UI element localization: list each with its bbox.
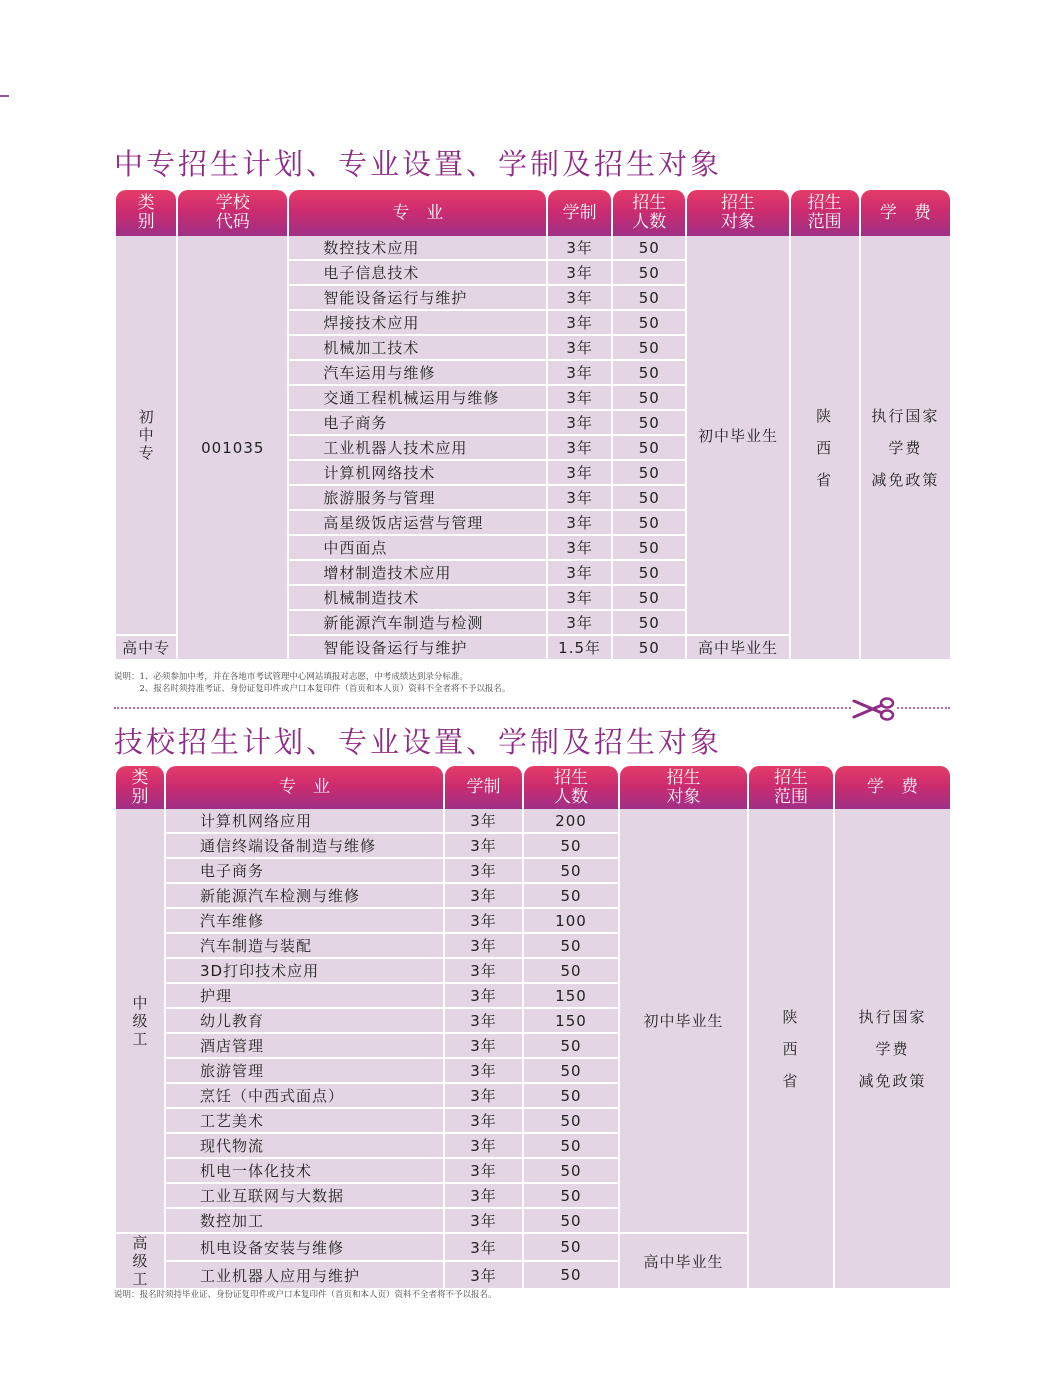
tuition-cell: 执行国家 学费 减免政策: [861, 236, 950, 661]
major-cell: 汽车运用与维修: [289, 361, 546, 386]
scissors-icon: [852, 696, 896, 722]
header-quota: 招生 人数: [613, 190, 685, 236]
duration-cell: 3年: [548, 386, 611, 411]
header-range: 招生 范围: [791, 190, 859, 236]
quota-cell: 50: [613, 311, 685, 336]
header-target: 招生 对象: [687, 190, 788, 236]
quota-cell: 50: [613, 411, 685, 436]
table-row: [116, 809, 950, 834]
major-cell: 电子商务: [289, 411, 546, 436]
major-cell: 旅游管理: [166, 1059, 443, 1084]
target-cell: 初中毕业生: [620, 809, 747, 1234]
quota-cell: 50: [524, 1159, 618, 1184]
duration-cell: 3年: [548, 261, 611, 286]
duration-cell: 3年: [548, 361, 611, 386]
major-cell: 电子商务: [166, 859, 443, 884]
range-cell: 陕 西 省: [791, 236, 859, 661]
major-cell: 3D打印技术应用: [166, 959, 443, 984]
section1-note: 说明：1、必须参加中考，并在各地市考试管理中心网站填报对志愿，中考成绩达到录分标准。 2、报名时须持准考证、身份证复印件或户口本复印件（首页和本人页）资料不全者将不予以报名。: [114, 672, 511, 694]
quota-cell: 50: [524, 1234, 618, 1262]
category-cell: 高 级 工: [116, 1234, 164, 1290]
major-cell: 电子信息技术: [289, 261, 546, 286]
duration-cell: 3年: [548, 561, 611, 586]
quota-cell: 50: [524, 1084, 618, 1109]
major-cell: 智能设备运行与维护: [289, 286, 546, 311]
header-major: 专 业: [289, 190, 546, 236]
quota-cell: 50: [524, 1209, 618, 1234]
quota-cell: 50: [524, 1184, 618, 1209]
header-quota: 招生 人数: [524, 766, 618, 809]
duration-cell: 3年: [445, 1262, 522, 1290]
major-cell: 机械制造技术: [289, 586, 546, 611]
quota-cell: 50: [613, 486, 685, 511]
major-cell: 数控加工: [166, 1209, 443, 1234]
target-cell: 高中毕业生: [687, 636, 788, 661]
major-cell: 工业机器人应用与维护: [166, 1262, 443, 1290]
duration-cell: 3年: [548, 511, 611, 536]
duration-cell: 3年: [445, 1059, 522, 1084]
duration-cell: 3年: [548, 311, 611, 336]
dotted-divider: [114, 707, 950, 709]
duration-cell: 3年: [445, 1034, 522, 1059]
duration-cell: 3年: [445, 1009, 522, 1034]
major-cell: 计算机网络技术: [289, 461, 546, 486]
major-cell: 汽车制造与装配: [166, 934, 443, 959]
quota-cell: 150: [524, 1009, 618, 1034]
quota-cell: 50: [524, 859, 618, 884]
major-cell: 机电一体化技术: [166, 1159, 443, 1184]
target-cell: 高中毕业生: [620, 1234, 747, 1290]
duration-cell: 3年: [548, 536, 611, 561]
quota-cell: 50: [613, 511, 685, 536]
range-cell: 陕 西 省: [749, 809, 833, 1290]
major-cell: 幼儿教育: [166, 1009, 443, 1034]
duration-cell: 3年: [548, 336, 611, 361]
quota-cell: 200: [524, 809, 618, 834]
header-range: 招生 范围: [749, 766, 833, 809]
duration-cell: 3年: [445, 1109, 522, 1134]
duration-cell: 3年: [445, 1134, 522, 1159]
quota-cell: 50: [613, 361, 685, 386]
category-cell: 中 级 工: [116, 809, 164, 1234]
quota-cell: 50: [524, 1262, 618, 1290]
section1-title: 中专招生计划、专业设置、学制及招生对象: [114, 147, 723, 181]
section2-title: 技校招生计划、专业设置、学制及招生对象: [114, 725, 723, 759]
duration-cell: 3年: [445, 984, 522, 1009]
quota-cell: 50: [613, 386, 685, 411]
major-cell: 旅游服务与管理: [289, 486, 546, 511]
category-cell: 初 中 专: [116, 236, 176, 636]
duration-cell: 3年: [548, 286, 611, 311]
quota-cell: 50: [613, 611, 685, 636]
duration-cell: 3年: [445, 1209, 522, 1234]
quota-cell: 50: [613, 461, 685, 486]
quota-cell: 50: [613, 536, 685, 561]
duration-cell: 3年: [445, 1234, 522, 1262]
header-school-code: 学校 代码: [178, 190, 287, 236]
major-cell: 新能源汽车制造与检测: [289, 611, 546, 636]
quota-cell: 50: [524, 884, 618, 909]
duration-cell: 1.5年: [548, 636, 611, 661]
major-cell: 工艺美术: [166, 1109, 443, 1134]
quota-cell: 50: [613, 636, 685, 661]
duration-cell: 3年: [445, 909, 522, 934]
header-tuition: 学 费: [835, 766, 950, 809]
quota-cell: 50: [524, 834, 618, 859]
major-cell: 酒店管理: [166, 1034, 443, 1059]
quota-cell: 50: [613, 436, 685, 461]
major-cell: 工业互联网与大数据: [166, 1184, 443, 1209]
duration-cell: 3年: [445, 1084, 522, 1109]
major-cell: 智能设备运行与维护: [289, 636, 546, 661]
duration-cell: 3年: [548, 436, 611, 461]
major-cell: 焊接技术应用: [289, 311, 546, 336]
quota-cell: 50: [524, 934, 618, 959]
major-cell: 增材制造技术应用: [289, 561, 546, 586]
duration-cell: 3年: [445, 834, 522, 859]
duration-cell: 3年: [445, 1184, 522, 1209]
quota-cell: 50: [524, 1034, 618, 1059]
quota-cell: 50: [613, 286, 685, 311]
major-cell: 中西面点: [289, 536, 546, 561]
duration-cell: 3年: [548, 411, 611, 436]
major-cell: 数控技术应用: [289, 236, 546, 261]
major-cell: 机械加工技术: [289, 336, 546, 361]
school-code-cell: 001035: [178, 236, 287, 661]
quota-cell: 50: [524, 1059, 618, 1084]
quota-cell: 50: [613, 586, 685, 611]
header-target: 招生 对象: [620, 766, 747, 809]
duration-cell: 3年: [445, 959, 522, 984]
quota-cell: 150: [524, 984, 618, 1009]
major-cell: 交通工程机械运用与维修: [289, 386, 546, 411]
target-cell: 初中毕业生: [687, 236, 788, 636]
header-tuition: 学 费: [861, 190, 950, 236]
quota-cell: 50: [524, 959, 618, 984]
major-cell: 汽车维修: [166, 909, 443, 934]
tuition-cell: 执行国家 学费 减免政策: [835, 809, 950, 1290]
duration-cell: 3年: [548, 486, 611, 511]
zhongzhuan-table: [114, 190, 952, 661]
quota-cell: 50: [613, 561, 685, 586]
header-duration: 学制: [548, 190, 611, 236]
quota-cell: 50: [524, 1109, 618, 1134]
table-row: [116, 236, 950, 261]
header-category: 类 别: [116, 190, 176, 236]
duration-cell: 3年: [445, 934, 522, 959]
duration-cell: 3年: [445, 884, 522, 909]
duration-cell: 3年: [548, 236, 611, 261]
category-cell: 高中专: [116, 636, 176, 661]
duration-cell: 3年: [548, 586, 611, 611]
jixiao-table: [114, 766, 952, 1290]
major-cell: 通信终端设备制造与维修: [166, 834, 443, 859]
quota-cell: 100: [524, 909, 618, 934]
major-cell: 机电设备安装与维修: [166, 1234, 443, 1262]
quota-cell: 50: [524, 1134, 618, 1159]
major-cell: 现代物流: [166, 1134, 443, 1159]
quota-cell: 50: [613, 336, 685, 361]
major-cell: 护理: [166, 984, 443, 1009]
quota-cell: 50: [613, 236, 685, 261]
duration-cell: 3年: [445, 809, 522, 834]
corner-crop-mark: [0, 95, 9, 97]
quota-cell: 50: [613, 261, 685, 286]
major-cell: 工业机器人技术应用: [289, 436, 546, 461]
major-cell: 烹饪（中西式面点）: [166, 1084, 443, 1109]
header-major: 专 业: [166, 766, 443, 809]
major-cell: 计算机网络应用: [166, 809, 443, 834]
major-cell: 高星级饭店运营与管理: [289, 511, 546, 536]
major-cell: 新能源汽车检测与维修: [166, 884, 443, 909]
header-duration: 学制: [445, 766, 522, 809]
header-category: 类 别: [116, 766, 164, 809]
section2-note: 说明：报名时须持毕业证、身份证复印件或户口本复印件（首页和本人页）资料不全者将不予以报名。: [114, 1290, 497, 1300]
duration-cell: 3年: [445, 859, 522, 884]
duration-cell: 3年: [445, 1159, 522, 1184]
duration-cell: 3年: [548, 461, 611, 486]
duration-cell: 3年: [548, 611, 611, 636]
